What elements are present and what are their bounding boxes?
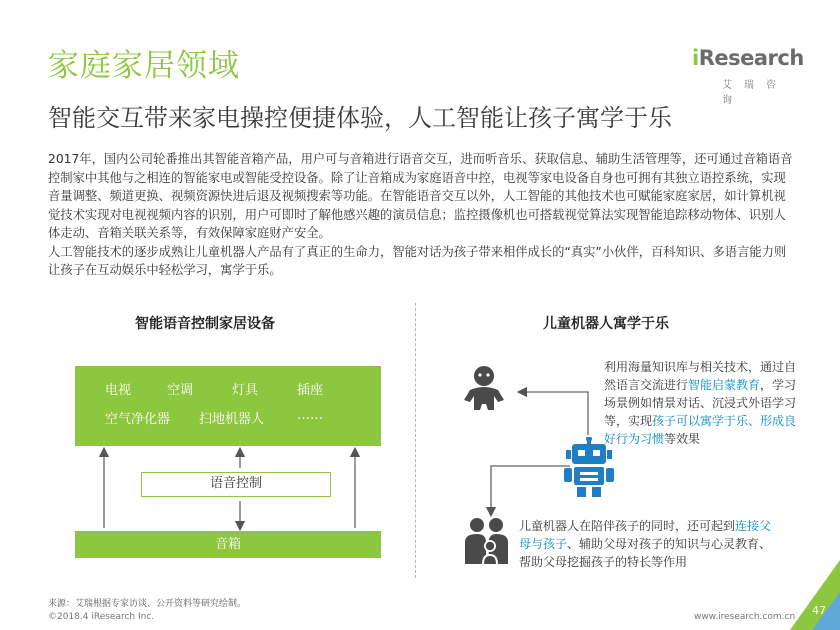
website-link[interactable]: www.iresearch.com.cn [694, 612, 796, 622]
device-tv: 电视 [105, 383, 132, 398]
family-icon [462, 516, 512, 566]
page-headline: 智能交互带来家电操控便捷体验，人工智能让孩子寓学于乐 [48, 104, 672, 132]
body-paragraph-2: 人工智能技术的逐步成熟让儿童机器人产品有了真正的生命力，智能对话为孩子带来相伴成长的“真实”小伙伴，百科知识、多语言能力则让孩子在互动娱乐中轻松学习，寓学于乐。 [48, 244, 787, 277]
source-note: 来源：艾瑞根据专家访谈、公开资料等研究绘制。 [48, 599, 247, 609]
device-air-purifier: 空气净化器 [105, 412, 171, 427]
device-lamp: 灯具 [232, 383, 259, 398]
highlight-enlightenment: 智能启蒙教育 [688, 378, 761, 392]
page-number: 47 [812, 604, 826, 617]
device-socket: 插座 [297, 383, 324, 398]
device-ac: 空调 [167, 383, 194, 398]
right-panel-title: 儿童机器人寓学于乐 [543, 316, 669, 332]
copyright: ©2018.4 iResearch Inc. [48, 612, 155, 622]
section-title: 家庭家居领域 [48, 48, 240, 84]
highlight-connect: 连接父母与孩子 [519, 519, 772, 551]
speaker-box: 音箱 [75, 531, 381, 558]
left-panel-title: 智能语音控制家居设备 [135, 316, 275, 332]
body-paragraph-1: 2017年，国内公司轮番推出其智能音箱产品，用户可与音箱进行语音交互，进而听音乐、获取信息、辅助生活管理等，还可通过音箱语音控制家中其他与之相连的智能家电或智能受控设备。除了让音箱成为家庭语音中控，电视等家电设备自身也可拥有其独立语控系统，实现音量调整、频道更换、视频资源快进后退及视频搜索等功能。在智能语音交互以外，人工智能的其他技术也可赋能家庭家居，如计算机视觉技术实现对电视视频内容的识别，用户可即时了解他感兴趣的演员信息；监控摄像机也可搭载视觉算法实现智能追踪移动物体、识别人体走动、音箱关联关系等，有效保障家庭财产安全。 [48, 152, 793, 240]
device-more: …… [297, 408, 323, 423]
robot-description: 利用海量知识库与相关技术，通过自然语言交流进行智能启蒙教育，学习场景例如情景对话、沉浸式外语学习等，实现孩子可以寓学于乐、形成良好行为习惯等效果 [604, 360, 797, 446]
voice-control-box: 语音控制 [141, 472, 331, 497]
logo-subtitle: 艾瑞咨询 [722, 80, 788, 106]
logo-wordmark: iResearch [692, 46, 804, 70]
baby-icon [460, 364, 508, 418]
family-description: 儿童机器人在陪伴孩子的同时，还可起到连接父母与孩子、辅助父母对孩子的知识与心灵教育、帮助父母挖掘孩子的特长等作用 [519, 519, 772, 569]
highlight-learning: 孩子可以寓学于乐、形成良好行为习惯 [604, 414, 797, 446]
device-robot-vacuum: 扫地机器人 [199, 412, 265, 427]
